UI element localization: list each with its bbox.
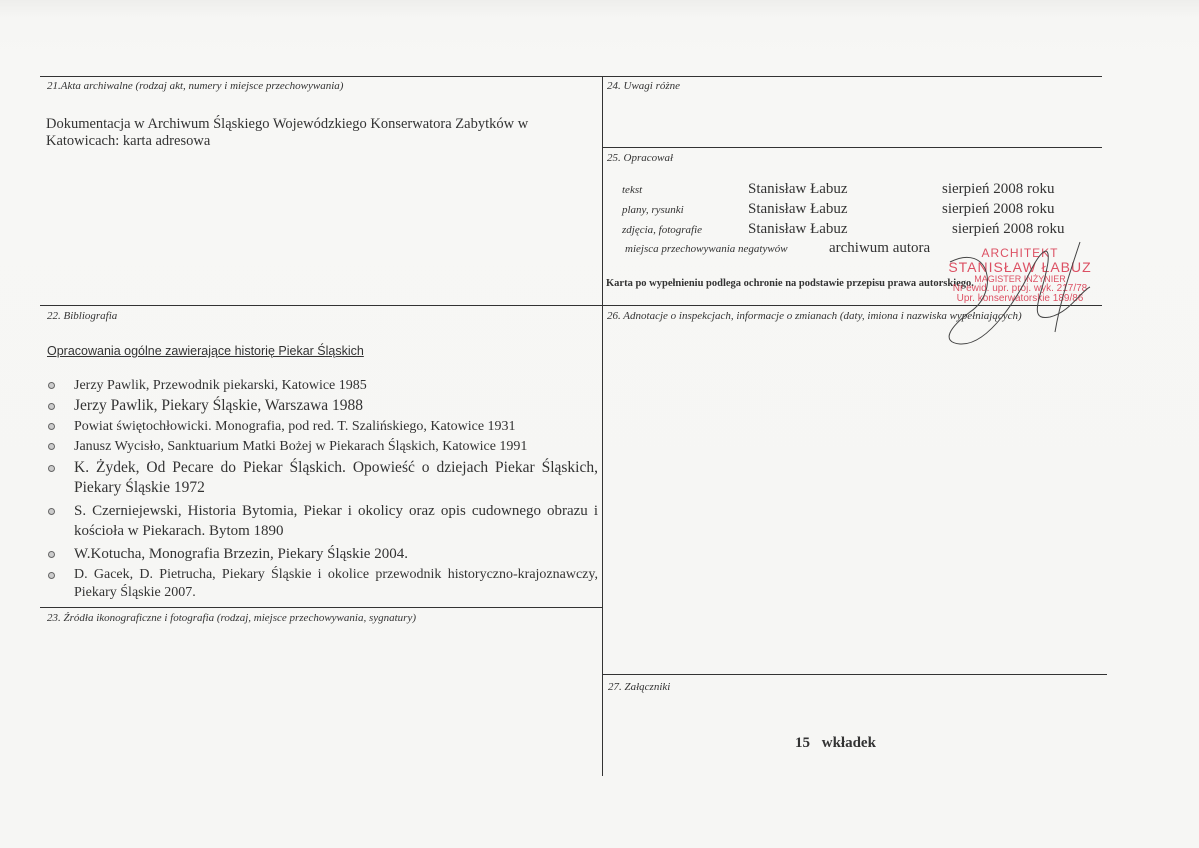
opracowal-date: sierpień 2008 roku	[942, 181, 1055, 197]
opracowal-key: zdjęcia, fotografie	[622, 224, 703, 236]
stamp-line-2: STANISŁAW ŁABUZ	[948, 259, 1092, 275]
column-divider	[602, 76, 603, 776]
bibliography-item	[48, 437, 598, 456]
bibliography-text: S. Czerniejewski, Historia Bytomia, Piekar i okolicy oraz opis cudownego obrazu i kościoła w Piekarach. Bytom 1890	[74, 503, 598, 539]
section-21-label: 21.Akta archiwalne (rodzaj akt, numery i miejsce przechowywania)	[47, 80, 344, 92]
attachments-number: 15	[795, 735, 810, 751]
bibliography-list	[48, 376, 598, 602]
section-25-label: 25. Opracował	[607, 152, 673, 164]
bibliography-item	[48, 566, 598, 602]
bibliography-text: Janusz Wycisło, Sanktuarium Matki Bożej w Piekarach Śląskich, Katowice 1991	[74, 439, 528, 454]
bullet-icon	[48, 423, 55, 430]
attachments-count	[795, 735, 876, 752]
section-27-label: 27. Załączniki	[608, 681, 671, 693]
bullet-icon	[48, 382, 55, 389]
rule-26-27	[602, 674, 1107, 675]
section-23-label: 23. Źródła ikonograficzne i fotografia (rodzaj, miejsce przechowywania, sygnatury)	[47, 612, 416, 624]
opracowal-name: Stanisław Łabuz	[748, 181, 848, 197]
bibliography-text: K. Żydek, Od Pecare do Piekar Śląskich. Opowieść o dziejach Piekar Śląskich, Piekary Śląskie 1972	[74, 459, 598, 496]
stamp-line-3: MAGISTER INŻYNIER	[974, 274, 1066, 284]
attachments-unit: wkładek	[821, 735, 876, 751]
bibliography-text: W.Kotucha, Monografia Brzezin, Piekary Śląskie 2004.	[74, 546, 408, 562]
top-rule	[40, 76, 1102, 77]
opracowal-name: Stanisław Łabuz	[748, 221, 848, 237]
stamp-line-1: ARCHITEKT	[981, 246, 1059, 260]
rule-22-23	[40, 607, 602, 608]
bullet-icon	[48, 572, 55, 579]
bibliography-text: Powiat świętochłowicki. Monografia, pod red. T. Szalińskiego, Katowice 1931	[74, 419, 516, 434]
copyright-note: Karta po wypełnieniu podlega ochronie na podstawie przepisu prawa autorskiego.	[606, 278, 974, 289]
opracowal-key: plany, rysunki	[622, 204, 684, 216]
bibliography-item	[48, 417, 598, 436]
opracowal-key: tekst	[622, 184, 643, 196]
stamp-line-5: Upr. konserwatorskie 189/86	[956, 293, 1084, 304]
bibliography-item	[48, 376, 598, 395]
negatives-key: miejsca przechowywania negatywów	[625, 243, 788, 255]
bullet-icon	[48, 443, 55, 450]
bibliography-heading: Opracowania ogólne zawierające historię Piekar Śląskich	[47, 344, 364, 358]
section-21-text: Dokumentacja w Archiwum Śląskiego Wojewódzkiego Konserwatora Zabytków w Katowicach: karta adresowa	[46, 116, 529, 149]
bibliography-item	[48, 458, 598, 498]
bibliography-item	[48, 501, 598, 541]
bibliography-text: Jerzy Pawlik, Piekary Śląskie, Warszawa 1988	[74, 397, 364, 414]
negatives-value: archiwum autora	[829, 240, 931, 256]
opracowal-name: Stanisław Łabuz	[748, 201, 848, 217]
rule-24-25	[602, 147, 1102, 148]
bibliography-item	[48, 544, 598, 564]
signature	[930, 232, 1110, 352]
opracowal-date: sierpień 2008 roku	[952, 221, 1065, 237]
bullet-icon	[48, 508, 55, 515]
opracowal-date: sierpień 2008 roku	[942, 201, 1055, 217]
bibliography-text: Jerzy Pawlik, Przewodnik piekarski, Katowice 1985	[74, 378, 367, 393]
stamp-line-4: Nr ewid. upr. proj. wyk. 217/78	[952, 283, 1088, 294]
section-26-label: 26. Adnotacje o inspekcjach, informacje o zmianach (daty, imiona i nazwiska wypełniających)	[607, 310, 1022, 322]
bullet-icon	[48, 403, 55, 410]
bullet-icon	[48, 551, 55, 558]
bullet-icon	[48, 465, 55, 472]
section-22-label: 22. Bibliografia	[47, 310, 118, 322]
bibliography-text: D. Gacek, D. Pietrucha, Piekary Śląskie i okolice przewodnik historyczno-krajoznawczy, Piekary Śląskie 2007.	[74, 567, 598, 600]
section-24-label: 24. Uwagi różne	[607, 80, 681, 92]
bibliography-item	[48, 396, 598, 416]
